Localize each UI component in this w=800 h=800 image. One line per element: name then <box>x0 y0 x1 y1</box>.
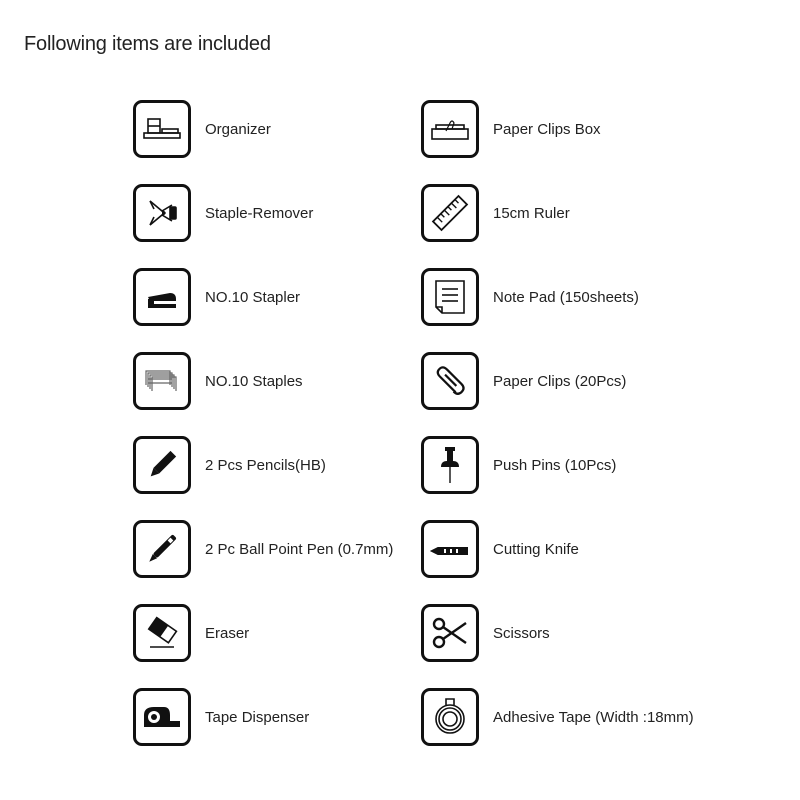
stapler-icon <box>133 268 191 326</box>
push-pin-icon <box>421 436 479 494</box>
note-pad-icon <box>421 268 479 326</box>
item-label: Paper Clips (20Pcs) <box>493 372 627 390</box>
list-item <box>421 685 761 749</box>
tape-dispenser-icon <box>133 688 191 746</box>
list-item <box>421 97 761 161</box>
eraser-icon <box>133 604 191 662</box>
pencil-icon <box>133 436 191 494</box>
scissors-icon <box>421 604 479 662</box>
paper-clip-icon <box>421 352 479 410</box>
item-label: Eraser <box>205 624 250 642</box>
list-item <box>421 601 761 665</box>
staples-icon <box>133 352 191 410</box>
list-item <box>421 517 761 581</box>
item-label: NO.10 Stapler <box>205 288 301 306</box>
pen-icon <box>133 520 191 578</box>
item-label: 2 Pc Ball Point Pen (0.7mm) <box>205 540 394 558</box>
item-label: NO.10 Staples <box>205 372 303 390</box>
list-item <box>421 433 761 497</box>
staple-remover-icon <box>133 184 191 242</box>
page-title: Following items are included <box>24 33 271 55</box>
paper-clips-box-icon <box>421 100 479 158</box>
list-item <box>421 349 761 413</box>
item-label: Staple-Remover <box>205 204 314 222</box>
cutting-knife-icon <box>421 520 479 578</box>
item-label: Cutting Knife <box>493 540 579 558</box>
item-label: Paper Clips Box <box>493 120 601 138</box>
adhesive-tape-icon <box>421 688 479 746</box>
item-label: Push Pins (10Pcs) <box>493 456 617 474</box>
item-label: Organizer <box>205 120 271 138</box>
list-item <box>421 181 761 245</box>
item-label: Note Pad (150sheets) <box>493 288 639 306</box>
item-label: Scissors <box>493 624 550 642</box>
organizer-icon <box>133 100 191 158</box>
ruler-icon <box>421 184 479 242</box>
item-label: 2 Pcs Pencils(HB) <box>205 456 326 474</box>
item-label: Adhesive Tape (Width :18mm) <box>493 708 694 726</box>
item-label: Tape Dispenser <box>205 708 310 726</box>
item-label: 15cm Ruler <box>493 204 570 222</box>
list-item <box>421 265 761 329</box>
